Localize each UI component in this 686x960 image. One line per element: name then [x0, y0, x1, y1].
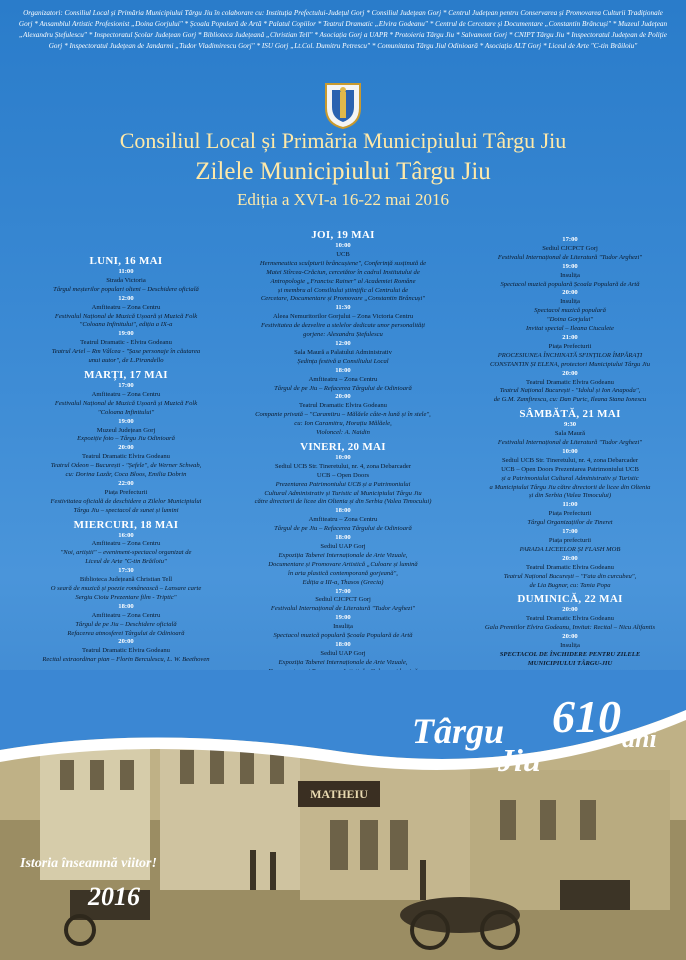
motto: Istoria înseamnă viitor!	[20, 856, 157, 871]
schedule-line: Teatrul Național București - "Idolul și Ion Anapoda",	[499, 387, 641, 395]
schedule-line: CONSTANTIN ȘI ELENA, protectori Municipiului Târgu Jiu	[489, 360, 651, 368]
schedule-time: 12:00	[118, 294, 134, 302]
schedule-line: Sediul UAP Gorj	[320, 649, 366, 657]
schedule-line: cu: Ion Caramitru, Horațiu Mălăele,	[294, 420, 392, 428]
schedule-line: Insulița	[560, 642, 580, 650]
schedule-line: Companie privată – "Caramitru – Mălăele câte-n lună și în stele",	[255, 411, 431, 419]
schedule-time: 21:00	[562, 333, 578, 341]
schedule-line: Târgul de pe Jiu – Refacerea Târgului de Odinioară	[274, 384, 412, 392]
schedule-line: Recital extraordinar pian – Florin Berculescu, L. W. Beethoven	[42, 656, 210, 664]
schedule-line: și a Patrimoniului Cultural Administrativ și Turistic	[501, 474, 639, 482]
schedule-time: 20:00	[562, 606, 578, 614]
schedule-line: Teatrul Ariel – Rm Vâlcea - "Șase personaje în căutarea	[51, 348, 201, 356]
schedule-time: 20:00	[562, 633, 578, 641]
schedule-time: 20:00	[335, 393, 351, 401]
header-title: Zilele Municipiului Târgu Jiu	[195, 158, 491, 185]
schedule-time: 20:00	[562, 554, 578, 562]
schedule-line: Festivalul Național de Muzică Ușoară și Muzică Folk	[54, 399, 198, 407]
schedule-line: Târgul Organizațiilor de Tineret	[527, 519, 613, 527]
schedule-line: Spectacol muzică populară Școala Populară de Artă	[500, 280, 640, 288]
schedule-time: 11:00	[118, 268, 134, 275]
coat-of-arms-icon	[322, 80, 364, 130]
schedule-line: Cultural Administrativ și Turistic al Municipiului Târgu Jiu	[264, 489, 422, 497]
schedule-line: Piața prefecturii	[548, 537, 592, 544]
schedule-line: Festivalul Internațional de Literatură "Tudor Arghezi"	[270, 605, 416, 613]
schedule-line: Târgu Jiu – spectacol de sunet și lumini	[73, 506, 179, 514]
schedule-time: 19:00	[118, 330, 134, 338]
schedule-column-right	[470, 236, 670, 678]
schedule-time: 20:00	[562, 369, 578, 377]
schedule-line: cu: Dorina Lazăr, Coca Bloos, Emilia Dobrin	[65, 471, 187, 479]
schedule-time: 20:00	[118, 638, 134, 646]
schedule-time: 11:00	[562, 501, 578, 509]
schedule-time: 20:00	[118, 444, 134, 452]
schedule-time: 19:00	[562, 262, 578, 270]
schedule-line: către directorii de licee din Oltenia și din Serbia (Valea Timocului)	[254, 498, 432, 506]
schedule-day-heading: MIERCURI, 18 MAI	[73, 518, 179, 531]
schedule-line: Teatrul Dramatic Elvira Godeanu	[82, 647, 170, 655]
schedule-line: gorjene: Alexandru Ștefulescu	[303, 331, 383, 339]
slogan-jiu: Jiu	[498, 742, 541, 778]
schedule-line: Teatrul Dramatic Elvira Godeanu	[526, 378, 614, 386]
schedule-time: 17:30	[118, 567, 134, 575]
schedule-line: Sala Maură	[554, 430, 586, 438]
schedule-line: Expoziția Taberei Internaționale de Arte Vizuale,	[278, 658, 408, 666]
slogan-anniversary-number: 610	[552, 691, 621, 742]
schedule-time: 18:00	[335, 534, 351, 542]
schedule-time: 10:00	[335, 242, 351, 249]
organizers-text: Organizatori: Consiliul Local și Primăria Municipiului Târgu Jiu în colaborare cu: Instituția Prefectului-Județul Gorj * Consiliul Județean Gorj * Centrul Județean pentru Conservarea și Promovarea Culturii Tradiționale Gorj * Ansamblul Artistic Profesionist „Doina Gorjului" * Școala Populară de Artă * Palatul Copiilor * Teatrul Dramatic „Elvira Godeanu" * Centrul de Cercetare și Documentare „Constantin Brâncuși" * Muzeul Județean „Alexandru Ștefulescu" * Inspectoratul Școlar Județean Gorj * Biblioteca Județeană „Christian Tell" * Asociația Gorj a UAPR * Protoieria Târgu Jiu * Salvamont Gorj * CNIPT Târgu Jiu * Inspectoratul Județean de Poliție Gorj * Inspectoratul Județean de Jandarmi „Tudor Vladimirescu Gorj" * ISU Gorj „Lt.Col. Dumitru Petrescu" * Comunitatea Târgu Jiul Odinioară * Asociația ALT Gorj * Liceul de Arte "C-tin Brăiloiu"	[18, 9, 668, 50]
schedule-time: 9:30	[563, 421, 577, 429]
schedule-time: 17:00	[562, 236, 578, 243]
schedule-line: Liceul de Arte "C-tin Brăiloiu"	[85, 558, 167, 566]
schedule-line: Insulița	[333, 623, 353, 631]
schedule-line: a Municipiului Târgu Jiu către directorii de licee din Oltenia	[489, 483, 651, 491]
schedule-time: 12:00	[335, 339, 351, 347]
schedule-line: Teatrul Dramatic Elvira Godeanu	[299, 402, 387, 410]
schedule-line: Festivalul Internațional de Literatură "Tudor Arghezi"	[497, 253, 643, 261]
schedule-day-heading: SÂMBĂTĂ, 21 MAI	[519, 408, 621, 421]
schedule-time: 18:00	[335, 640, 351, 648]
schedule-line: Târgul meșterilor populari olteni – Deschidere oficială	[53, 285, 199, 293]
schedule-line: MUNICIPIULUI TÂRGU-JIU	[527, 659, 613, 667]
schedule-line: Prezentarea Patrimoniului UCB și a Patrimoniului	[275, 480, 411, 488]
schedule-line: Teatrul Dramatic - Elvira Godeanu	[80, 339, 172, 347]
schedule-line: SPECTACOL DE ÎNCHIDERE PENTRU ZILELE	[499, 650, 641, 658]
schedule-time: 11:30	[335, 304, 351, 312]
schedule-line: O seară de muzică și poezie românească – Lansare carte	[50, 585, 202, 592]
schedule-line: Piața Prefecturii	[548, 510, 592, 518]
schedule-line: Amfiteatru – Zona Centru	[91, 303, 161, 311]
schedule-line: Strada Victoria	[106, 276, 146, 284]
schedule-line: Cercetare, Documentare și Promovare „Constantin Brâncuși"	[260, 295, 426, 303]
slogan-ani: ani	[622, 724, 657, 753]
schedule-line: UCB – Open Doors	[316, 471, 370, 479]
schedule-day-heading: DUMINICĂ, 22 MAI	[517, 593, 623, 606]
schedule-line: Teatrul Național București – "Fata din curcubeu",	[503, 572, 637, 580]
schedule-time: 19:00	[335, 614, 351, 622]
schedule-line: și membru al Consiliului științific al Centrului de	[277, 286, 409, 294]
schedule-line: Sediul UCB Str. Tineretului, nr. 4, zona Debarcader	[501, 456, 639, 464]
schedule-day-heading: MARȚI, 17 MAI	[84, 368, 168, 381]
schedule-line: Ediția a III-a, Thasos (Grecia)	[302, 578, 384, 586]
schedule-column-middle	[232, 226, 454, 694]
schedule-line: Amfiteatru – Zona Centru	[308, 375, 378, 383]
schedule-line: de Lia Bugnar, cu: Tania Popa	[529, 581, 611, 589]
schedule-line: Sediul CJCPCT Gorj	[542, 244, 598, 252]
schedule-time: 22:00	[118, 479, 134, 487]
schedule-line: Sediul CJCPCT Gorj	[315, 596, 371, 604]
schedule-line: unui autor", de L.Pirandello	[88, 357, 164, 365]
schedule-line: Hermeneutica sculpturii brâncușiene", Conferință susținută de	[259, 259, 427, 267]
schedule-line: "Coloana Infinitului"	[97, 408, 155, 416]
schedule-line: Violoncel: A. Naidin	[316, 429, 370, 437]
schedule-line: Amfiteatru – Zona Centru	[91, 611, 161, 619]
schedule-line: Muzeul Județean Gorj	[96, 426, 156, 434]
schedule-line: Sergiu Cioiu Prezentare film - Triptic"	[75, 593, 177, 601]
schedule-line: Amfiteatru – Zona Centru	[91, 540, 161, 548]
schedule-line: "Doina Gorjului"	[546, 316, 594, 324]
schedule-line: Biblioteca Județeană Christian Tell	[79, 576, 173, 584]
schedule-line: Festivalul Internațional de Literatură "Tudor Arghezi"	[497, 439, 643, 447]
schedule-line: Amfiteatru – Zona Centru	[91, 390, 161, 398]
schedule-line: Gala Premiilor Elvira Godeanu, Invitat: Recital – Nicu Alifantis	[484, 624, 656, 632]
schedule-line: Matei Stîrcea-Crăciun, cercetător în cadrul Institutului de	[266, 268, 420, 276]
schedule-time: 10:00	[562, 447, 578, 455]
anniversary-slogan	[412, 690, 682, 780]
schedule-line: PROCESIUNEA ÎNCHINATĂ SFINȚILOR ÎMPĂRAȚI	[497, 351, 643, 359]
schedule-day-heading: VINERI, 20 MAI	[300, 440, 386, 453]
schedule-line: în arta plastică contemporană gorjeană",	[288, 569, 398, 577]
schedule-line: UCB – Open Doors Prezentarea Patrimoniului UCB	[501, 465, 639, 473]
schedule-line: "Coloana Infinitului", ediția a IX-a	[79, 321, 173, 329]
schedule-line: Aleea Nemuritorilor Gorjului – Zona Victoria Centru	[272, 313, 414, 321]
schedule-time: 18:00	[335, 366, 351, 374]
year-label: 2016	[88, 882, 140, 911]
schedule-time: 18:00	[335, 507, 351, 515]
schedule-line: Documentare și Promovare Artistică „Culoare și lumină	[268, 560, 418, 568]
slogan-targu: Târgu	[412, 711, 505, 751]
schedule-time: 19:00	[118, 417, 134, 425]
schedule-time: 17:00	[562, 528, 578, 536]
schedule-line: Insulița	[560, 271, 580, 279]
schedule-time: 10:00	[335, 453, 351, 461]
schedule-line: Insulița	[560, 298, 580, 306]
schedule-line: de G.M. Zamfirescu, cu: Dan Puric, Ileana Stana Ionescu	[493, 396, 647, 404]
schedule-day-heading: JOI, 19 MAI	[311, 229, 375, 241]
schedule-line: Refacerea atmosferei Târgului de Odinioară	[67, 629, 185, 637]
schedule-line: Piața Prefecturii	[548, 342, 592, 350]
schedule-line: Teatrul Odeon – București - "Șefele", de Werner Schwab,	[50, 462, 202, 470]
schedule-time: 16:00	[118, 531, 134, 539]
schedule-time: 17:00	[118, 381, 134, 389]
schedule-day-heading: LUNI, 16 MAI	[89, 255, 163, 267]
schedule-line: Expoziția Taberei Internaționale de Arte Vizuale,	[278, 551, 408, 559]
header-edition: Ediția a XVI-a 16-22 mai 2016	[237, 190, 449, 209]
schedule-line: Festivalul Național de Muzică Ușoară și Muzică Folk	[54, 312, 198, 320]
schedule-line: Amfiteatru – Zona Centru	[308, 516, 378, 524]
schedule-line: Sala Maură a Palatului Administrativ	[294, 348, 392, 356]
street-sign: MATHEIU	[298, 781, 380, 807]
schedule-line: Expoziție foto – Târgu Jiu Odinioară	[77, 435, 175, 443]
schedule-line: Festivitatea oficială de deschidere a Zilelor Municipiului	[50, 497, 202, 505]
schedule-line: Festivitatea de dezvelire a stelelor dedicate unor personalități	[260, 322, 425, 330]
schedule-line: Ședința festivă a Consiliului Local	[297, 357, 389, 365]
schedule-line: Spectacol muzică populară	[534, 307, 606, 315]
header-organizer: Consiliul Local și Primăria Municipiului Târgu Jiu	[119, 128, 567, 153]
schedule-line: PARADA LICEELOR ȘI FLASH MOB	[519, 545, 621, 553]
schedule-time: 17:00	[335, 587, 351, 595]
schedule-time: 18:00	[118, 602, 134, 610]
schedule-line: Teatrul Dramatic Elvira Godeanu	[526, 615, 614, 623]
schedule-line: Sediul UCB Str. Tineretului, nr. 4, zona Debarcader	[274, 462, 412, 470]
schedule-line: Târgul de pe Jiu – Deschidere oficială	[75, 620, 177, 628]
schedule-line: UCB	[336, 250, 350, 258]
schedule-line: Teatrul Dramatic Elvira Godeanu	[82, 453, 170, 461]
schedule-line: Târgul de pe Jiu – Refacerea Târgului de Odinioară	[274, 525, 412, 533]
schedule-time: 20:00	[562, 289, 578, 297]
schedule-line: Teatrul Dramatic Elvira Godeanu	[526, 563, 614, 571]
schedule-column-left	[26, 252, 226, 665]
schedule-line: Sediul UAP Gorj	[320, 543, 366, 550]
schedule-line: Invitat special – Ileana Ciuculete	[526, 325, 614, 333]
schedule-line: "Noi, artiștii" – eveniment-spectacol organizat de	[60, 549, 192, 557]
schedule-line: Spectacol muzică populară Școala Populară de Artă	[273, 632, 413, 640]
schedule-line: Piața Prefecturii	[104, 488, 148, 496]
schedule-line: și din Serbia (Valea Timocului)	[528, 492, 612, 500]
schedule-line: Antropologie „Francisc Rainer" al Academiei Române	[270, 277, 416, 285]
